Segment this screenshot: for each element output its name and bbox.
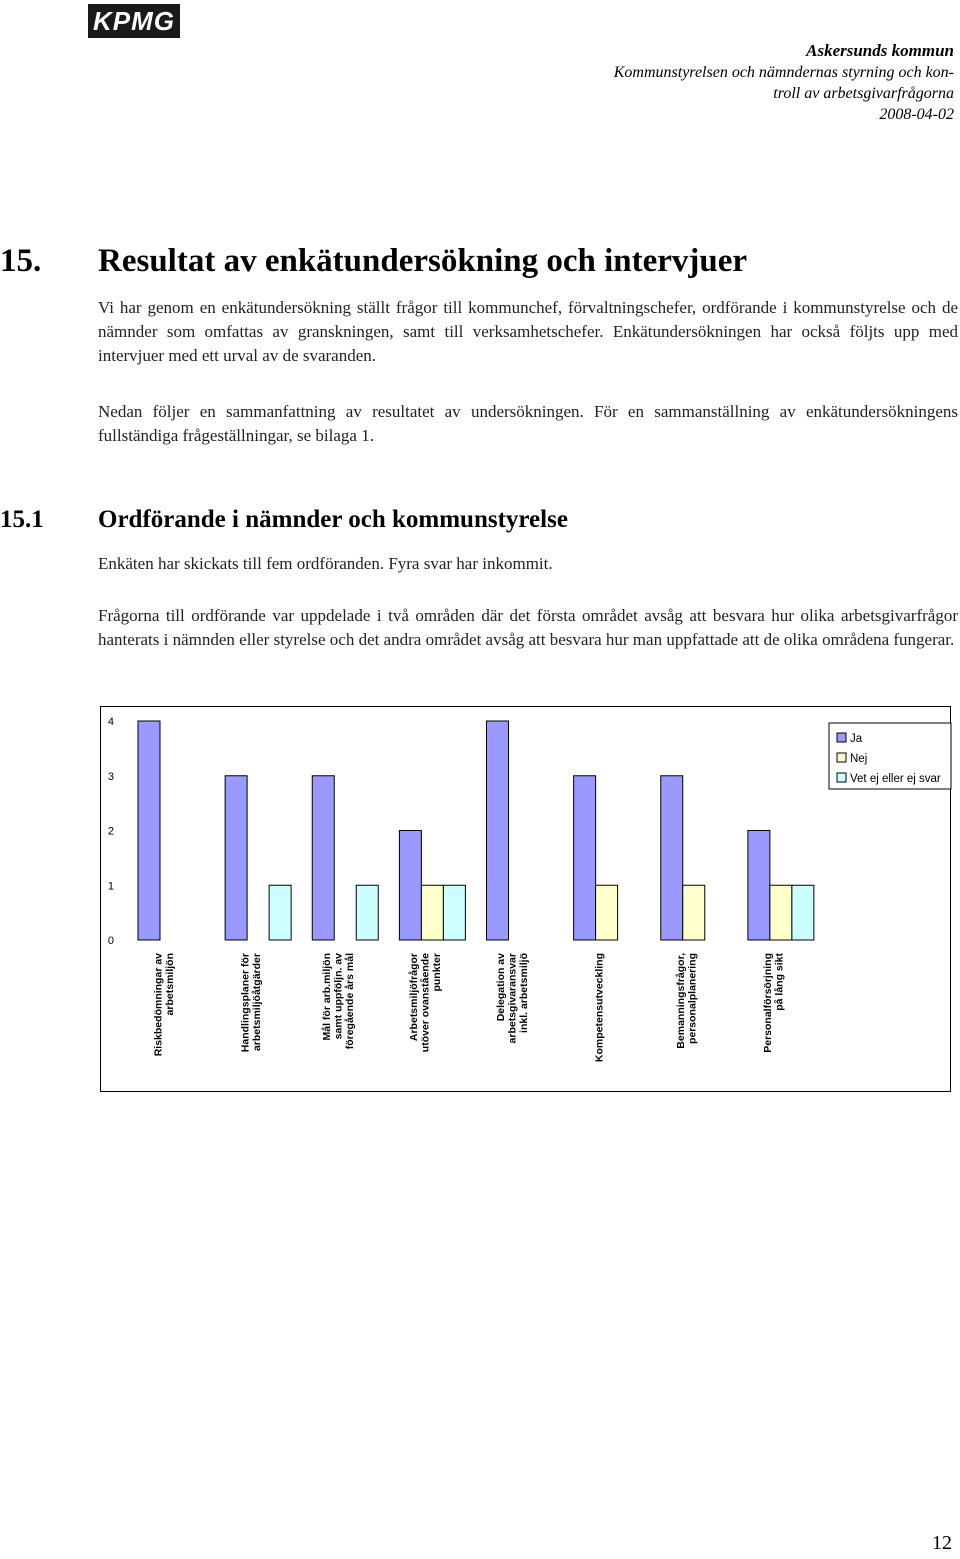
section-number: 15. [0,243,42,279]
category-label-line: utöver ovanstående [419,953,432,1053]
section-title: Resultat av enkätundersökning och intervjuer [98,243,748,279]
survey-bar-chart [100,706,951,1092]
bar-ja [312,776,334,940]
legend-label: Ja [850,733,863,745]
category-label-line: personalplanering [686,953,699,1045]
category-label [762,952,786,1052]
category-label-line: Kompetensutveckling [593,953,606,1063]
subsection-title: Ordförande i nämnder och kommunstyrelse [98,506,568,533]
report-subtitle-line2: troll av arbetsgivarfrågorna [773,85,954,102]
y-tick-label: 2 [107,825,114,838]
bar-nej [421,885,443,940]
category-label-line: punkter [430,953,443,992]
category-label-line: samt uppföljn. av [332,953,345,1040]
category-label-line: inkl. arbetsmiljö [518,953,530,1033]
bar-ja [748,831,770,941]
subsection-number: 15.1 [0,506,44,533]
category-label-line: Delegation av [495,953,507,1022]
category-label-line: föregående års mål [343,953,356,1050]
category-label [408,953,443,1052]
bar-nej [596,885,618,940]
bar-ja [574,776,596,940]
category-label-line: arbetsmiljön [163,953,176,1016]
category-label-line: Handlingsplaner för [239,953,252,1053]
category-label-line: på lång sikt [773,953,786,1011]
section-paragraph-2: Nedan följer en sammanfattning av resultatet av undersökningen. För en sammanställning av enkätundersökningens fullständiga frågeställningar, se bilaga 1. [98,402,958,445]
bar-vet-ej-eller-ej-svar [443,885,465,940]
section-paragraph-1: Vi har genom en enkätundersökning ställt frågor till kommunchef, förvaltningschefer, ordförande i kommunstyrelse och de nämnder som omfattas av granskningen, samt till verksamhetschefer. Enkätundersökningen har också följts upp med intervjuer med ett urval av de svaranden. [98,298,958,365]
y-tick-label: 0 [107,935,114,947]
bar-ja [225,776,247,940]
report-date: 2008-04-02 [879,106,954,123]
bar-nej [770,885,792,940]
page-number: 12 [932,1532,952,1554]
category-label [152,953,176,1056]
bar-vet-ej-eller-ej-svar [269,885,291,940]
y-tick-label: 1 [107,880,114,893]
subsection-paragraph-2: Frågorna till ordförande var uppdelade i två områden där det första området avsåg att besvara hur olika arbetsgivarfrågor hanterats i nämnden eller styrelse och det andra området avsåg att besvara hur man uppfattade att de olika områdena fungerar. [98,606,958,649]
category-label-line: Riskbedömningar av [152,953,165,1057]
report-subtitle-line1: Kommunstyrelsen och nämndernas styrning och kon- [613,64,954,81]
y-tick-label: 3 [107,770,114,783]
kpmg-logo: KPMG [88,4,180,38]
category-label-line: Bemanningsfrågor, [675,953,687,1049]
legend-swatch [837,753,846,762]
category-label-line: Arbetsmiljöfrågor [407,953,420,1042]
legend-swatch [837,733,846,742]
bar-ja [487,721,509,940]
category-label [321,953,356,1049]
legend-swatch [837,773,846,782]
category-label-line: Mål för arb.miljön [320,953,333,1041]
category-label-line: arbetsmiljöåtgärder [250,953,263,1052]
category-label-line: arbetsgivaransvar [506,953,519,1044]
bar-ja [661,776,683,940]
y-tick-label: 4 [107,716,114,728]
page-header [434,40,954,126]
bar-ja [138,721,160,940]
bar-vet-ej-eller-ej-svar [792,885,814,940]
organization-name: Askersunds kommun [806,41,954,60]
category-label [675,953,699,1049]
category-label [239,953,263,1052]
category-label-line: Personalförsörjning [762,953,775,1053]
bar-ja [399,831,421,941]
subsection-paragraph-1: Enkäten har skickats till fem ordföranden. Fyra svar har inkommit. [98,554,553,573]
bar-vet-ej-eller-ej-svar [356,885,378,940]
category-label [594,953,606,1062]
chart-svg [101,707,952,1093]
legend-label: Vet ej eller ej svar [850,773,941,785]
bar-nej [683,885,705,940]
legend-label: Nej [850,753,868,765]
category-label [495,953,530,1044]
